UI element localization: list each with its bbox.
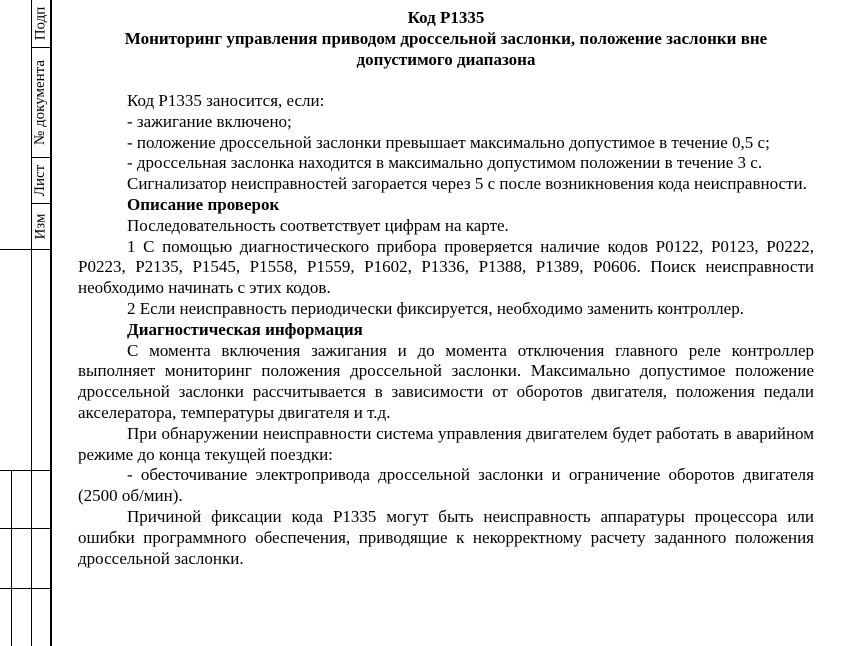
frame-line (0, 249, 51, 250)
frame-label-document-number: № документа (32, 59, 49, 146)
page-subtitle: Мониторинг управления приводом дроссельной заслонки, положение заслонки вне допустимого диапазона (124, 29, 768, 69)
frame-line (0, 588, 51, 589)
diag-heading: Диагностическая информация (127, 319, 363, 339)
condition-item: - положение дроссельной заслонки превышает максимально допустимое в течение 0,5 с; (127, 132, 770, 152)
checks-intro: Последовательность соответствует цифрам на карте. (127, 215, 509, 235)
intro-paragraph: Код P1335 заносится, если: (127, 91, 325, 110)
frame-line (0, 470, 51, 471)
frame-label-signature: Подп (32, 6, 49, 41)
check-step: 2 Если неисправность периодически фиксируется, необходимо заменить контроллер. (127, 298, 744, 318)
frame-line (11, 470, 12, 646)
document-page (78, 8, 814, 569)
page-title: Код P1335 (407, 8, 485, 27)
diag-paragraph: С момента включения зажигания и до момента отключения главного реле контроллер выполняет мониторинг положения дроссельной заслонки. Максимально допустимое положение дроссельной заслонки рассчитывается в зависимости от оборотов двигателя, положения педали акселератора, температуры двигателя и т.д. (78, 340, 814, 422)
condition-item: - дроссельная заслонка находится в максимально допустимом положении в течение 3 с. (127, 153, 763, 173)
stamp-frame (0, 0, 52, 646)
condition-item: - зажигание включено; (127, 111, 292, 131)
frame-label-change: Изм (32, 213, 49, 240)
check-step: 1 С помощью диагностического прибора проверяется наличие кодов P0122, P0123, P0222, P0223, P2135, P1545, P1558, P1559, P1602, P1336, P1388, P1389, P0606. Поиск неисправности необходимо начинать с этих кодов. (78, 236, 814, 298)
frame-label-sheet: Лист (32, 164, 49, 197)
lamp-paragraph: Сигнализатор неисправностей загорается через 5 с после возникновения кода неисправности. (127, 174, 807, 194)
diag-paragraph: - обесточивание электропривода дроссельной заслонки и ограничение оборотов двигателя (2500 об/мин). (78, 465, 814, 506)
frame-line (0, 528, 51, 529)
diag-paragraph: При обнаружении неисправности система управления двигателем будет работать в аварийном режиме до конца текущей поездки: (78, 423, 814, 464)
diag-paragraph: Причиной фиксации кода P1335 могут быть неисправность аппаратуры процессора или ошибки программного обеспечения, приводящие к некорректному расчету заданного положения дроссельной заслонки. (78, 506, 814, 568)
checks-heading: Описание проверок (127, 194, 280, 214)
